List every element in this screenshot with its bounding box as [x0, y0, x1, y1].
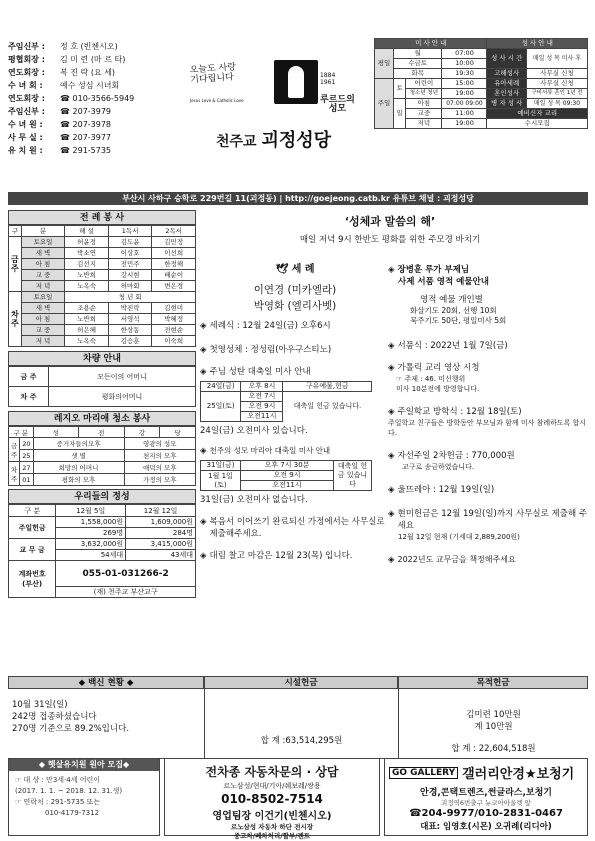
- duty-cell: 서영석: [108, 314, 152, 325]
- bottom-summary: [8, 676, 588, 760]
- notice-sub: 12월 12일 현재 (기세대 2,889,200원): [398, 533, 520, 541]
- notice-text: 복음서 이어쓰기 완료되신 가정에서는 사무실로 제출해주세요.: [209, 517, 385, 539]
- duty-header: 해 설: [65, 226, 109, 237]
- sacrament-value: 사무실 신청: [526, 79, 587, 89]
- staff-value: ☎ 207-3979: [60, 107, 112, 116]
- staff-value: ☎ 010-3566-5949: [60, 94, 135, 103]
- legio-a: 샛 별: [33, 450, 124, 462]
- staff-label: 수 녀 원 :: [8, 120, 43, 129]
- staff-value: ☎ 291-5735: [60, 146, 112, 155]
- offering-header: 12월 12일: [126, 505, 196, 517]
- diamond-icon: ◈: [200, 517, 210, 527]
- car-phone: 010-8502-7514: [221, 792, 323, 806]
- legio-header: 당: [160, 427, 196, 438]
- kindergarten-ad: [8, 758, 160, 836]
- vaccine-line: 270명 기준으로 89.2%입니다.: [12, 724, 130, 734]
- legio-header: 구 분: [9, 427, 34, 438]
- mass-time: 19:00: [442, 119, 487, 129]
- vehicle-value: 모든이의 어머니: [49, 367, 196, 387]
- offering-amount: 3,415,000원: [126, 539, 196, 550]
- kids-line: (2017. 1. 1. ~ 2018. 12. 31.생): [15, 787, 123, 795]
- vehicle-table: [8, 366, 196, 407]
- sacrament-value: 사무실 신청: [526, 69, 587, 79]
- diamond-icon: ◈: [200, 321, 210, 331]
- notice-text: 장병훈 루가 부제님: [397, 265, 470, 275]
- logo-script: 오늘도 사랑 기다립니다: [189, 62, 237, 86]
- mass-time: 07:00: [442, 49, 487, 59]
- sched-time: 오후 7시 30분: [241, 461, 334, 471]
- staff-list: [8, 40, 180, 157]
- legio-b: 가정의 모후: [124, 474, 196, 486]
- legio-b: 천지의 모후: [124, 450, 196, 462]
- notice-item: [200, 445, 390, 457]
- vehicle-label: 금 주: [9, 367, 49, 387]
- kids-title: ◆ 햇살유치원 원아 모집◆: [9, 759, 159, 771]
- duty-slot: 아 침: [21, 314, 65, 325]
- notice-text: 세례식 : 12월 24일(금) 오후6시: [209, 321, 331, 331]
- duty-cell: 이선희: [152, 248, 196, 259]
- left-column: [8, 210, 196, 598]
- sched-note: 구유예물,헌금: [283, 382, 372, 392]
- vehicle-label: 차 주: [9, 387, 49, 407]
- mass-sub: 토: [394, 79, 406, 99]
- diamond-icon: ◈: [388, 509, 398, 519]
- diamond-icon: ◈: [388, 485, 398, 495]
- legio-a: 증거자들의모후: [33, 438, 124, 450]
- staff-row: [8, 144, 180, 157]
- duty-cell: 배순이: [152, 270, 196, 281]
- sched-note: 대축일 헌금 있습니다: [334, 461, 372, 491]
- notice-item: [200, 516, 390, 540]
- christmas-schedule: [200, 381, 372, 422]
- vaccine-line: 242명 접종하셨습니다: [12, 712, 97, 722]
- purpose-body: [398, 689, 588, 759]
- mass-time: 10:00: [442, 59, 487, 69]
- vaccine-title: ◆ 백신 현황 ◆: [8, 676, 204, 689]
- purpose-line: 계 10만원: [474, 722, 513, 732]
- sched-time: 오전 9시: [241, 471, 334, 481]
- duty-group: 차주: [9, 292, 22, 347]
- notice-item: [200, 320, 390, 332]
- mass-name: 교중: [406, 109, 442, 119]
- sacrament-name: 병 자 성 사: [487, 99, 526, 109]
- legio-group: 차주: [9, 462, 20, 486]
- purpose-line: 합 계 : 22,604,518원: [451, 744, 536, 754]
- logo-lourdes: 루르드의 성모: [320, 95, 355, 114]
- diamond-icon: ◈: [200, 446, 210, 456]
- church-name: [216, 126, 331, 152]
- staff-label: 주임신부 :: [8, 42, 45, 51]
- address-bar: 부산시 사하구 승학로 229번길 11(괴정동) | http://goejeong.catb.kr 유튜브 채널 : 괴정성당: [8, 192, 588, 205]
- duty-slot: 저 녁: [21, 281, 65, 292]
- sacrament-title: 성 사 안 내: [487, 39, 588, 49]
- notice-text: 대림 찰고 마감은 12월 23(목) 입니다.: [209, 551, 353, 561]
- baptism-name: 박영화 (엘리사벳): [253, 300, 337, 312]
- duty-cell: 허마회: [108, 281, 152, 292]
- offering-count: 54세대: [56, 550, 126, 561]
- diamond-icon: ◈: [388, 451, 398, 461]
- legio-header: 강: [124, 427, 160, 438]
- mass-sub: 화목: [394, 69, 442, 79]
- staff-row: [8, 118, 180, 131]
- offering-count: 284명: [126, 528, 196, 539]
- optic-addr: 괴정역6번출구 뉴코아아울렛 앞: [441, 799, 531, 807]
- baptism-heading: 세 례: [291, 264, 315, 275]
- duty-cell: 박진락: [108, 303, 152, 314]
- notice-line: 묵주기도 50단, 평일미사 5회: [410, 316, 507, 325]
- theme-title: ‘성체과 말씀의 해’: [344, 215, 436, 228]
- staff-row: [8, 79, 180, 92]
- account-number: 055-01-031266-2: [56, 561, 196, 587]
- legio-a: 희망의 어머니: [33, 462, 124, 474]
- sched-time: 오후 8시: [241, 382, 283, 392]
- notice-text: 울뜨레아 : 12월 19일(일): [397, 485, 495, 495]
- notice-text: 첫영성체 : 정성림(아우구스티노): [209, 345, 332, 355]
- legio-title: 레지오 마리애 청소 봉사: [8, 411, 196, 426]
- sacrament-name: 혼인성사: [487, 89, 526, 99]
- duty-cell: 청 년 회: [65, 292, 196, 303]
- mass-title: 미 사 안 내: [375, 39, 487, 49]
- duty-slot: 아 침: [21, 259, 65, 270]
- mass-sub: 일: [394, 99, 406, 129]
- duty-cell: 한상동: [108, 325, 152, 336]
- mass-time: 19:00: [442, 89, 487, 99]
- diamond-icon: ◈: [200, 551, 210, 561]
- legio-header: 성: [33, 427, 78, 438]
- mid-content: [200, 258, 390, 562]
- purpose-line: 김미련 10만원: [466, 710, 521, 720]
- sacrament-name: 예비신자 교리: [487, 109, 588, 119]
- sched-date: 24일(금): [201, 382, 241, 392]
- mass-day: 평일: [375, 49, 394, 79]
- duty-slot: 새 벽: [21, 248, 65, 259]
- sacrament-name: 유아세례: [487, 79, 526, 89]
- notice-text: 가톨릭 교리 영상 시청: [397, 363, 480, 373]
- logo-since: 1884 1961: [320, 72, 336, 86]
- legio-num: 20: [20, 438, 33, 450]
- car-title: 전차종 자동차문의 · 상담: [205, 765, 339, 779]
- duty-cell: 노반희: [65, 314, 109, 325]
- notice-item: [388, 362, 588, 374]
- offering-count: 43세대: [126, 550, 196, 561]
- staff-row: [8, 92, 180, 105]
- staff-value: 정 호 (빈첸시오): [60, 42, 118, 51]
- duty-cell: 김선지: [65, 259, 109, 270]
- diamond-icon: ◈: [200, 367, 210, 377]
- notice-item: [200, 550, 390, 562]
- kids-body: [9, 771, 159, 819]
- lourdes-mary-icon: [274, 60, 318, 104]
- optic-sub: 안경,콘택트렌즈,썬글라스,보청기: [420, 788, 552, 798]
- notice-item: [388, 450, 588, 462]
- notice-sub: 사제 서품 영적 예물안내: [398, 277, 489, 287]
- staff-value: 김 미 련 (마 르 타): [60, 55, 126, 64]
- notice-sub: 교구로 송금하였습니다.: [402, 463, 475, 471]
- legio-table: [8, 426, 196, 486]
- duty-slot: 토요일: [21, 237, 65, 248]
- staff-label: 연도회장 :: [8, 94, 45, 103]
- optic-phone: ☎204-9977/010-2831-0467: [409, 808, 563, 819]
- legio-num: 25: [20, 450, 33, 462]
- staff-label: 유 치 원 :: [8, 146, 43, 155]
- diamond-icon: ◈: [388, 265, 398, 275]
- mass-name: 어린이: [406, 79, 442, 89]
- optic-owner: 대표: 임영호(시몬) 오귀례(리디아): [420, 822, 552, 832]
- offering-title: 우리들의 정성: [8, 489, 196, 504]
- staff-row: [8, 66, 180, 79]
- staff-row: [8, 40, 180, 53]
- mass-name: 청소년 청년: [406, 89, 442, 99]
- duty-header: 구: [9, 226, 22, 237]
- mary-figure-icon: [288, 66, 304, 98]
- staff-row: [8, 53, 180, 66]
- sched-time: 오전 7시: [241, 392, 283, 402]
- baptism-name: 이연경 (미카엘라): [253, 284, 337, 296]
- mass-time: 11:00: [442, 109, 487, 119]
- staff-label: 연도회장 :: [8, 68, 45, 77]
- vehicle-title: 차량 안내: [8, 351, 196, 366]
- legio-b: 애덕의 모후: [124, 462, 196, 474]
- duty-cell: 전현순: [152, 325, 196, 336]
- notice-sub: ☞ 주제 : 46. 미신행위 미사 10분전에 방영합니다.: [396, 375, 480, 393]
- staff-value: ☎ 207-3978: [60, 120, 112, 129]
- glasses-icon: GO GALLERY: [389, 767, 458, 779]
- offering-label: 주일헌금: [9, 517, 56, 539]
- duty-cell: 노옥숙: [65, 281, 109, 292]
- sched-time: 오전11시: [241, 412, 283, 422]
- vaccine-body: [8, 689, 204, 759]
- offering-header: 구 분: [9, 505, 56, 517]
- duty-cell: 김현미: [152, 303, 196, 314]
- offering-table: [8, 504, 196, 598]
- notice-item: [388, 554, 588, 566]
- offering-amount: 1,609,000원: [126, 517, 196, 528]
- notice-item: [388, 484, 588, 496]
- sacrament-value: 수시모집: [487, 119, 588, 129]
- mass-sub: 수금토: [394, 59, 442, 69]
- mass-schedule-table: [374, 38, 588, 129]
- legio-num: 01: [20, 474, 33, 486]
- notice-text: 자선주일 2차헌금 : 770,000원: [397, 451, 515, 461]
- staff-row: [8, 131, 180, 144]
- new-year-schedule: [200, 460, 372, 491]
- notice-text: 주님 성탄 대축일 미사 안내: [209, 367, 311, 377]
- mass-day: 주일: [375, 79, 394, 129]
- staff-value: ☎ 207-3977: [60, 133, 112, 142]
- mass-time: 15:00: [442, 79, 487, 89]
- legio-header: 전: [79, 427, 124, 438]
- duty-cell: 이상호: [108, 248, 152, 259]
- duty-cell: 박혜정: [152, 314, 196, 325]
- staff-value: 예수 성심 시녀회: [60, 81, 120, 90]
- sacrament-value: 매일 성 목 미사 후: [526, 49, 587, 69]
- account-label: 계좌번호 (부산): [9, 561, 56, 598]
- notice-item: [388, 264, 588, 276]
- duty-cell: 강시현: [108, 270, 152, 281]
- legio-num: 27: [20, 462, 33, 474]
- kids-line: ☞ 연락처 : 291-5735 또는: [15, 798, 101, 806]
- notice-text: 2022년도 교무금을 책정해주세요: [397, 555, 516, 564]
- facility-title: 시설헌금: [204, 676, 398, 689]
- sched2-note: 31일(금) 오전미사 없습니다.: [200, 495, 308, 505]
- duty-header: 1독서: [108, 226, 152, 237]
- diamond-icon: ◈: [388, 363, 398, 373]
- logo-subtitle: Jesus Love & Catholic Love: [190, 98, 244, 103]
- duty-header: 분: [21, 226, 65, 237]
- legio-b: 영광의 성모: [124, 438, 196, 450]
- staff-row: [8, 105, 180, 118]
- notice-text: 천주의 성모 마리아 대축일 미사 안내: [209, 446, 331, 455]
- duty-header: 2독서: [152, 226, 196, 237]
- notice-text: 주일학교 방학식 : 12월 18일(토): [397, 407, 522, 417]
- sched-note: 대축일 헌금 있습니다.: [293, 402, 362, 411]
- mass-name: 저녁: [406, 119, 442, 129]
- duty-cell: 김도윤: [108, 237, 152, 248]
- optical-ad: [384, 758, 588, 836]
- duty-slot: 새 벽: [21, 303, 65, 314]
- duty-group: 금주: [9, 237, 22, 292]
- duty-cell: 노옥숙: [65, 336, 109, 347]
- church-prefix: 천주교: [216, 134, 257, 150]
- theme-subtitle: 매일 저녁 9시 한반도 평화를 위한 주모경 바치기: [299, 235, 481, 245]
- duty-cell: 허윤정: [65, 237, 109, 248]
- offering-amount: 1,558,000원: [56, 517, 126, 528]
- car-name: 영업팀장 이건기(빈첸시오): [212, 811, 332, 822]
- diamond-icon: ◈: [388, 555, 398, 565]
- duty-table: [8, 225, 196, 347]
- offering-amount: 3,632,000원: [56, 539, 126, 550]
- duty-cell: 김민정: [152, 237, 196, 248]
- vaccine-line: 10월 31일(일): [12, 700, 68, 710]
- sched-date: 31일(금): [201, 461, 241, 471]
- optic-head: [389, 763, 587, 782]
- duty-title: 전 례 봉 사: [8, 210, 196, 225]
- staff-label: 평협회장 :: [8, 55, 45, 64]
- kids-line: ☞ 대 상 : 만3세·4세 어린이: [15, 776, 100, 784]
- duty-cell: 전민주: [108, 259, 152, 270]
- duty-slot: 교 중: [21, 325, 65, 336]
- offering-header: 12월 5일: [56, 505, 126, 517]
- facility-total: 합 계 :63,514,295원: [260, 736, 343, 746]
- optic-title: 갤러리안경★보청기: [462, 767, 575, 782]
- church-title: 괴정성당: [261, 130, 332, 151]
- purpose-title: 목적헌금: [398, 676, 588, 689]
- sched1-note: 24일(금) 오전미사 있습니다.: [200, 426, 308, 436]
- car-line: 중고차/폐차처리/할부/렌트: [233, 832, 311, 840]
- notice-item: [388, 508, 588, 532]
- notice-line: 영적 예물 개인별: [420, 295, 483, 305]
- notice-item: [200, 366, 390, 378]
- legio-a: 평화의 모후: [33, 474, 124, 486]
- mass-time: 07:00 09:00: [442, 99, 487, 109]
- car-ad: [164, 758, 380, 840]
- diamond-icon: ◈: [388, 341, 398, 351]
- sacrament-value: 구비서류 혼인 1년 전: [526, 89, 587, 99]
- duty-cell: 박소연: [65, 248, 109, 259]
- account-owner: (재) 천주교 부산교구: [56, 587, 196, 598]
- duty-cell: 김승훈: [108, 336, 152, 347]
- duty-cell: 노반희: [65, 270, 109, 281]
- notice-text: 서품식 : 2022년 1월 7일(금): [397, 341, 508, 351]
- mass-name: 아침: [406, 99, 442, 109]
- right-content: [388, 258, 588, 566]
- staff-label: 사 무 실 :: [8, 133, 43, 142]
- sacrament-name: 고해성사: [487, 69, 526, 79]
- staff-label: 수 녀 회 :: [8, 81, 43, 90]
- duty-cell: 조용순: [65, 303, 109, 314]
- kids-line: 010-4179-7312: [45, 809, 100, 817]
- mass-time: 19:30: [442, 69, 487, 79]
- sched-date: 1월 1일 (토): [201, 471, 241, 491]
- sched-date: 25일(토): [201, 392, 241, 422]
- notice-item: [388, 406, 588, 418]
- vehicle-value: 평화의어머니: [49, 387, 196, 407]
- offering-label: 교 무 금: [9, 539, 56, 561]
- duty-cell: 이숙희: [152, 336, 196, 347]
- duty-cell: 변은경: [152, 281, 196, 292]
- notice-item: [200, 344, 390, 356]
- sacrament-name: 성 사 시 간: [487, 49, 526, 69]
- diamond-icon: ◈: [388, 407, 398, 417]
- mass-sub: 월: [394, 49, 442, 59]
- duty-cell: 허은혜: [65, 325, 109, 336]
- facility-body: [204, 689, 398, 759]
- legio-group: 금주: [9, 438, 20, 462]
- staff-label: 주임신부 :: [8, 107, 45, 116]
- diamond-icon: ◈: [200, 345, 210, 355]
- notice-text: 현미헌금은 12월 19일(일)까지 사무실로 제출해 주세요: [397, 509, 588, 531]
- sched-time: 오전11시: [241, 481, 334, 491]
- dove-icon: 🕊: [275, 264, 289, 275]
- church-logo: [186, 60, 376, 180]
- notice-line: 화살기도 20회, 선행 10회: [410, 306, 497, 315]
- notice-sub: 주일학교 친구들은 방학동안 부모님과 함께 미사 참례하도록 합시다.: [388, 419, 587, 437]
- duty-slot: 토요일: [21, 292, 65, 303]
- duty-slot: 교 중: [21, 270, 65, 281]
- car-sub: 르노삼성/현대/기아/쉐보레/쌍용: [223, 782, 321, 790]
- sched-time: 오전 9시: [241, 402, 283, 412]
- sacrament-value: 매일 성 목 09:30: [526, 99, 587, 109]
- notice-item: [388, 340, 588, 352]
- car-line: 르노삼성 자동차 하단 전시장: [230, 823, 314, 831]
- offering-count: 269명: [56, 528, 126, 539]
- baptism-title: [200, 264, 390, 276]
- staff-value: 복 진 락 (요 세): [60, 68, 116, 77]
- duty-cell: 한정해: [152, 259, 196, 270]
- duty-slot: 저 녁: [21, 336, 65, 347]
